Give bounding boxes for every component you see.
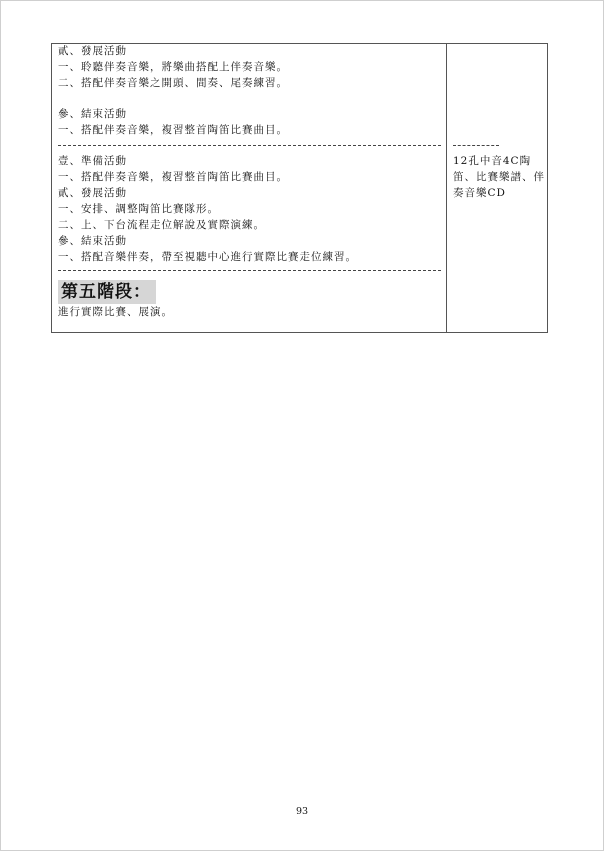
activity-line: 一、聆聽伴奏音樂，將樂曲搭配上伴奏音樂。 (58, 61, 288, 73)
column-divider (446, 44, 447, 332)
activity-line: 一、搭配伴奏音樂，複習整首陶笛比賽曲目。 (58, 171, 288, 183)
activity-line: 參、結束活動 (58, 108, 127, 120)
activity-line: 貳、發展活動 (58, 45, 127, 57)
activity-line: 一、搭配伴奏音樂，複習整首陶笛比賽曲目。 (58, 124, 288, 136)
activity-line: 一、安排、調整陶笛比賽隊形。 (58, 203, 219, 215)
stage-description: 進行實際比賽、展演。 (58, 306, 173, 318)
stage-heading: 第五階段： (58, 280, 156, 304)
activity-line: 壹、準備活動 (58, 155, 127, 167)
dashed-separator (58, 145, 441, 146)
dashed-separator (453, 145, 499, 146)
activity-line: 一、搭配音樂伴奏，帶至視聽中心進行實際比賽走位練習。 (58, 251, 357, 263)
resources-text: 12孔中音4C陶 笛、比賽樂譜、伴 奏音樂CD (453, 155, 545, 199)
activity-line: 二、搭配伴奏音樂之開頭、間奏、尾奏練習。 (58, 77, 288, 89)
activity-line: 二、上、下台流程走位解說及實際演練。 (58, 219, 265, 231)
activity-line: 貳、發展活動 (58, 187, 127, 199)
activity-line: 參、結束活動 (58, 235, 127, 247)
lesson-plan-table (51, 43, 548, 333)
page-number: 93 (295, 806, 309, 817)
dashed-separator (58, 270, 441, 271)
